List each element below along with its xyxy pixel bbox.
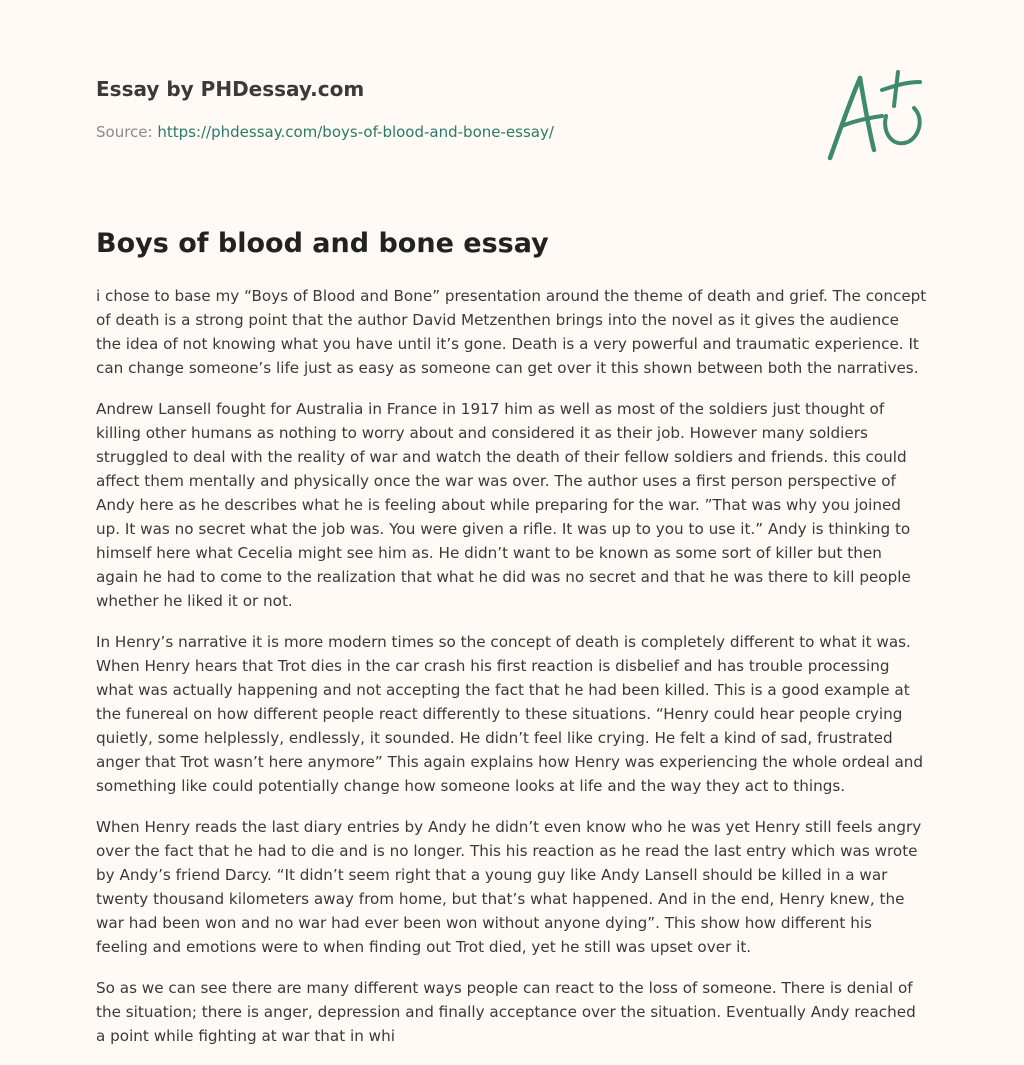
site-brand: Essay by PHDessay.com: [96, 77, 365, 101]
essay-paragraph: Andrew Lansell fought for Australia in France in 1917 him as well as most of the soldiers just thought of killing other humans as nothing to worry about and considered it as their job. However many soldiers struggled to deal with the reality of war and watch the death of their fellow soldiers and friends. this could affect them mentally and physically once the war was over. The author uses a first person perspective of Andy here as he describes what he is feeling about while preparing for the war. ”That was why you joined up. It was no secret what the job was. You were given a rifle. It was up to you to use it.” Andy is thinking to himself here what Cecelia might see him as. He didn’t want to be known as some sort of killer but then again he had to come to the realization that what he did was no secret and that he was there to kill people whether he liked it or not.: [96, 400, 911, 610]
essay-paragraph: So as we can see there are many different ways people can react to the loss of someone. There is denial of the situation; there is anger, depression and finally acceptance over the situation. Eventually Andy reached a point while fighting at war that in whi: [96, 979, 916, 1045]
essay-paragraph: In Henry’s narrative it is more modern times so the concept of death is completely different to what it was. When Henry hears that Trot dies in the car crash his first reaction is disbelief and has trouble processing what was actually happening and not accepting the fact that he had been killed. This is a good example at the funereal on how different people react differently to these situations. “Henry could hear people crying quietly, some helplessly, endlessly, it sounded. He didn’t feel like crying. He felt a kind of sad, frustrated anger that Trot wasn’t here anymore” This again explains how Henry was experiencing the whole ordeal and something like could potentially change how someone looks at life and the way they act to things.: [96, 633, 924, 795]
essay-paragraph: When Henry reads the last diary entries by Andy he didn’t even know who he was yet Henry still feels angry over the fact that he had to die and is no longer. This his reaction as he read the last entry which was wrote by Andy’s friend Darcy. “It didn’t seem right that a young guy like Andy Lansell should be killed in a war twenty thousand kilometers away from home, but that’s what happened. And in the end, Henry knew, the war had been won and no war had ever been won without anyone dying”. This show how different his feeling and emotions were to when finding out Trot died, yet he still was upset over it.: [96, 818, 922, 956]
essay-paragraph: i chose to base my “Boys of Blood and Bone” presentation around the theme of death and grief. The concept of death is a strong point that the author David Metzenthen brings into the novel as it gives the audience the idea of not knowing what you have until it’s gone. Death is a very powerful and traumatic experience. It can change someone’s life just as easy as someone can get over it this shown between both the narratives.: [96, 287, 927, 377]
a-plus-grade-icon: [820, 66, 930, 166]
source-link[interactable]: https://phdessay.com/boys-of-blood-and-bone-essay/: [157, 123, 554, 141]
source-line: [96, 122, 796, 142]
essay-title: Boys of blood and bone essay: [96, 228, 549, 259]
source-label: Source:: [96, 123, 158, 141]
essay-body: [96, 284, 928, 1065]
essay-header: [96, 74, 796, 142]
